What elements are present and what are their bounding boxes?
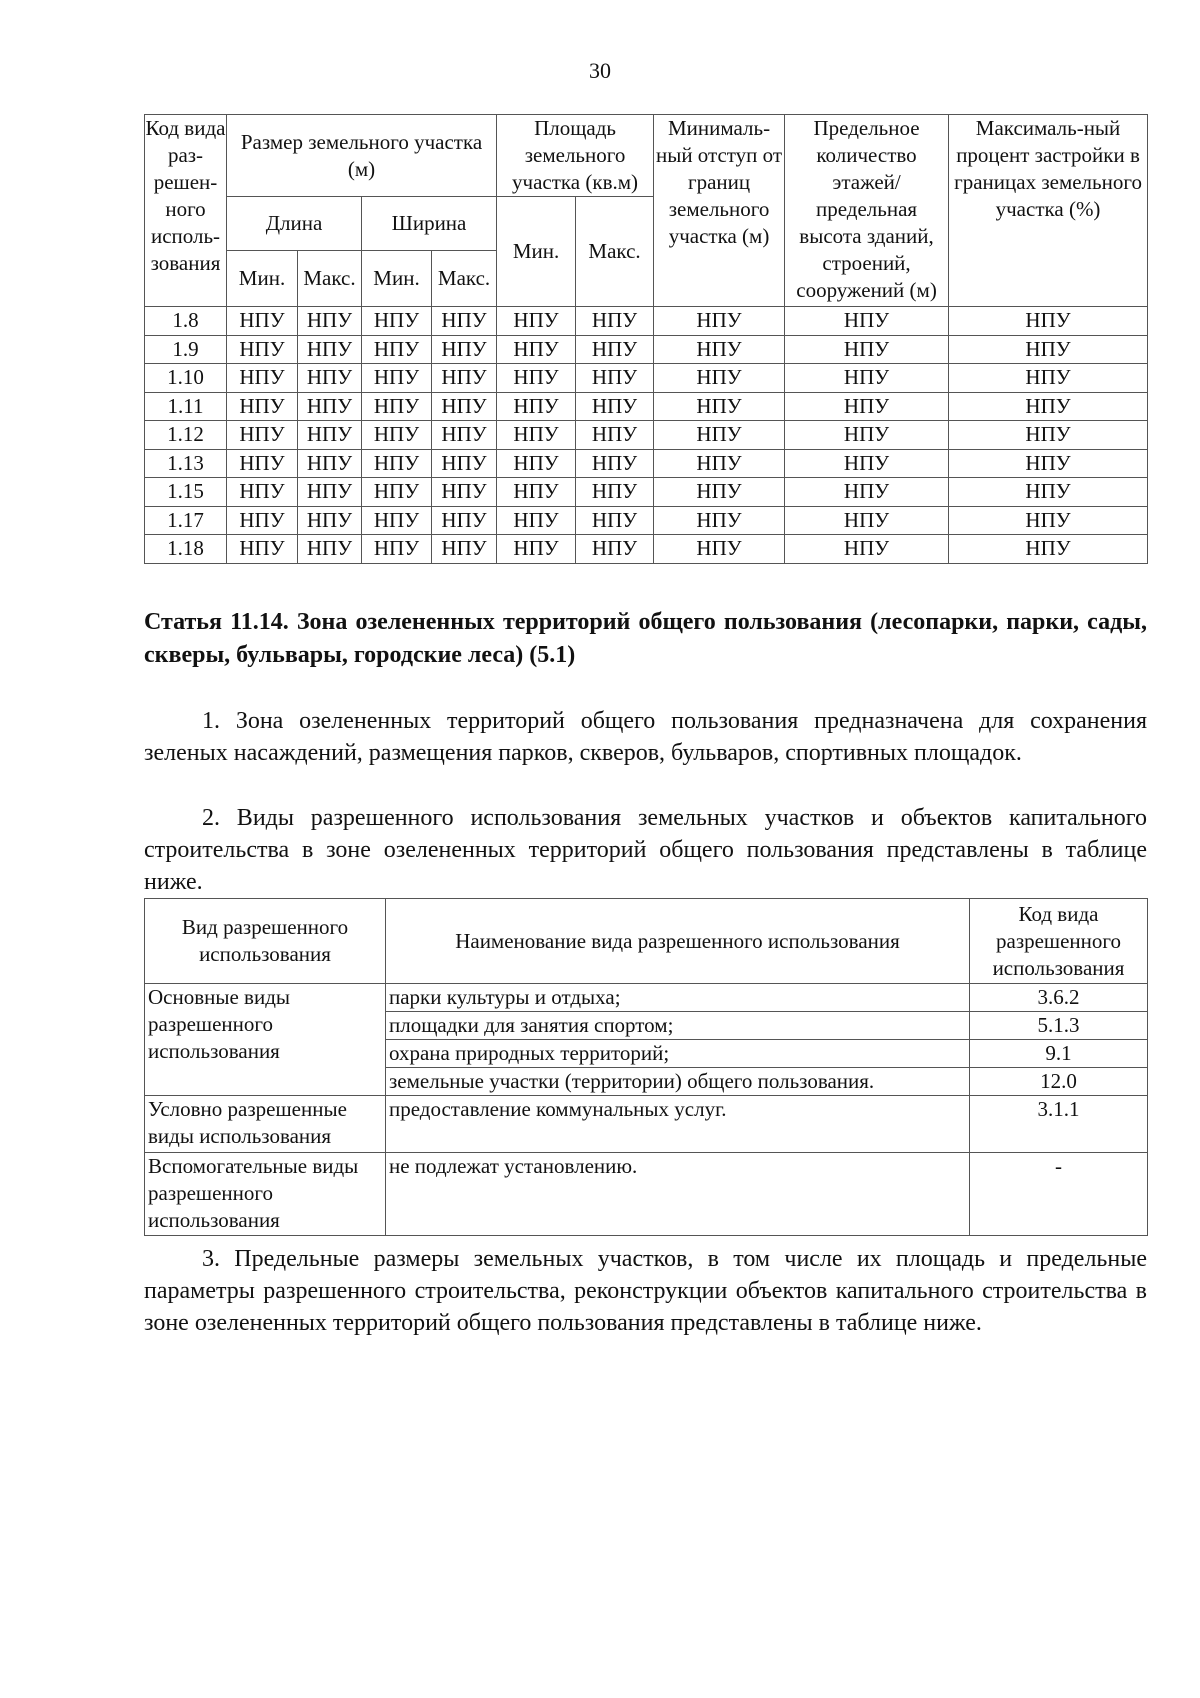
- value-cell: НПУ: [298, 478, 362, 507]
- use-code-cell: 1.18: [145, 535, 227, 564]
- use-code: 9.1: [970, 1040, 1148, 1068]
- value-cell: НПУ: [949, 307, 1148, 336]
- value-cell: НПУ: [497, 449, 576, 478]
- value-cell: НПУ: [497, 478, 576, 507]
- value-cell: НПУ: [432, 335, 497, 364]
- value-cell: НПУ: [785, 392, 949, 421]
- header-use-name: Наименование вида разрешенного использования: [386, 899, 970, 984]
- header-percent: Максималь-ный процент застройки в границах земельного участка (%): [949, 115, 1148, 307]
- value-cell: НПУ: [576, 478, 654, 507]
- value-cell: НПУ: [432, 421, 497, 450]
- use-name: предоставление коммунальных услуг.: [386, 1096, 970, 1153]
- table-row: [145, 421, 1148, 450]
- value-cell: НПУ: [497, 392, 576, 421]
- value-cell: НПУ: [432, 307, 497, 336]
- value-cell: НПУ: [227, 449, 298, 478]
- value-cell: НПУ: [949, 392, 1148, 421]
- value-cell: НПУ: [654, 307, 785, 336]
- value-cell: НПУ: [432, 535, 497, 564]
- use-name: охрана природных территорий;: [386, 1040, 970, 1068]
- header-offset: Минималь-ный отступ от границ земельного участка (м): [654, 115, 785, 307]
- use-code: 12.0: [970, 1068, 1148, 1096]
- value-cell: НПУ: [362, 478, 432, 507]
- value-cell: НПУ: [362, 364, 432, 393]
- value-cell: НПУ: [298, 421, 362, 450]
- paragraph-2: 2. Виды разрешенного использования земельных участков и объектов капитального строительства в зоне озелененных территорий общего пользования представлены в таблице ниже.: [144, 805, 1147, 895]
- value-cell: НПУ: [298, 392, 362, 421]
- use-code-cell: 1.13: [145, 449, 227, 478]
- value-cell: НПУ: [432, 449, 497, 478]
- permitted-use-table: [144, 898, 1148, 1236]
- value-cell: НПУ: [654, 506, 785, 535]
- conditional-uses-label: Условно разрешенные виды использования: [145, 1096, 386, 1153]
- value-cell: НПУ: [362, 449, 432, 478]
- use-name: земельные участки (территории) общего пользования.: [386, 1068, 970, 1096]
- use-code: -: [970, 1153, 1148, 1236]
- header-width-max: Макс.: [432, 251, 497, 307]
- header-use-type: Вид разрешенного использования: [145, 899, 386, 984]
- value-cell: НПУ: [654, 335, 785, 364]
- value-cell: НПУ: [497, 364, 576, 393]
- table-row: [145, 335, 1148, 364]
- use-name: площадки для занятия спортом;: [386, 1012, 970, 1040]
- value-cell: НПУ: [298, 364, 362, 393]
- use-code: 3.1.1: [970, 1096, 1148, 1153]
- value-cell: НПУ: [362, 506, 432, 535]
- value-cell: НПУ: [432, 392, 497, 421]
- value-cell: НПУ: [785, 535, 949, 564]
- value-cell: НПУ: [785, 421, 949, 450]
- value-cell: НПУ: [576, 364, 654, 393]
- header-size: Размер земельного участка (м): [227, 115, 497, 197]
- header-area: Площадь земельного участка (кв.м): [497, 115, 654, 197]
- use-code-cell: 1.12: [145, 421, 227, 450]
- value-cell: НПУ: [654, 449, 785, 478]
- header-area-max: Макс.: [576, 197, 654, 307]
- value-cell: НПУ: [227, 335, 298, 364]
- table-row: [145, 364, 1148, 393]
- table-row: [145, 506, 1148, 535]
- header-length: Длина: [227, 197, 362, 251]
- zone-parameters-table: [144, 114, 1148, 564]
- value-cell: НПУ: [497, 307, 576, 336]
- header-width-min: Мин.: [362, 251, 432, 307]
- main-uses-label: Основные виды разрешенного использования: [145, 984, 386, 1096]
- value-cell: НПУ: [654, 392, 785, 421]
- value-cell: НПУ: [576, 307, 654, 336]
- value-cell: НПУ: [362, 307, 432, 336]
- value-cell: НПУ: [949, 535, 1148, 564]
- value-cell: НПУ: [227, 535, 298, 564]
- value-cell: НПУ: [576, 392, 654, 421]
- table-row: [145, 478, 1148, 507]
- value-cell: НПУ: [785, 307, 949, 336]
- value-cell: НПУ: [949, 506, 1148, 535]
- value-cell: НПУ: [362, 392, 432, 421]
- value-cell: НПУ: [298, 449, 362, 478]
- value-cell: НПУ: [785, 506, 949, 535]
- value-cell: НПУ: [785, 364, 949, 393]
- value-cell: НПУ: [497, 535, 576, 564]
- paragraph-1: 1. Зона озелененных территорий общего пользования предназначена для сохранения зеленых насаждений, размещения парков, скверов, бульваров, спортивных площадок.: [144, 708, 1147, 766]
- value-cell: НПУ: [654, 364, 785, 393]
- value-cell: НПУ: [227, 364, 298, 393]
- value-cell: НПУ: [949, 335, 1148, 364]
- header-use-code: Код вида разрешенного использования: [970, 899, 1148, 984]
- use-code: 3.6.2: [970, 984, 1148, 1012]
- value-cell: НПУ: [298, 307, 362, 336]
- value-cell: НПУ: [785, 449, 949, 478]
- article-heading: Статья 11.14. Зона озелененных территорий общего пользования (лесопарки, парки, сады, скверы, бульвары, городские леса) (5.1): [144, 609, 1147, 668]
- paragraph-3: 3. Предельные размеры земельных участков, в том числе их площадь и предельные параметры разрешенного строительства, реконструкции объектов капитального строительства в зоне озелененных территорий общего пользования представлены в таблице ниже.: [144, 1246, 1147, 1336]
- value-cell: НПУ: [298, 335, 362, 364]
- header-length-max: Макс.: [298, 251, 362, 307]
- use-code-cell: 1.8: [145, 307, 227, 336]
- value-cell: НПУ: [576, 449, 654, 478]
- table-row: [145, 392, 1148, 421]
- value-cell: НПУ: [432, 506, 497, 535]
- use-code-cell: 1.17: [145, 506, 227, 535]
- value-cell: НПУ: [227, 478, 298, 507]
- value-cell: НПУ: [362, 535, 432, 564]
- value-cell: НПУ: [949, 449, 1148, 478]
- table-row: [145, 307, 1148, 336]
- value-cell: НПУ: [362, 335, 432, 364]
- header-length-min: Мин.: [227, 251, 298, 307]
- value-cell: НПУ: [432, 478, 497, 507]
- value-cell: НПУ: [227, 392, 298, 421]
- value-cell: НПУ: [362, 421, 432, 450]
- value-cell: НПУ: [497, 335, 576, 364]
- table-row: [145, 449, 1148, 478]
- value-cell: НПУ: [949, 478, 1148, 507]
- header-width: Ширина: [362, 197, 497, 251]
- value-cell: НПУ: [949, 364, 1148, 393]
- header-code: Код вида раз-решен-ного исполь-зования: [145, 115, 227, 307]
- use-code-cell: 1.9: [145, 335, 227, 364]
- value-cell: НПУ: [576, 335, 654, 364]
- value-cell: НПУ: [227, 506, 298, 535]
- value-cell: НПУ: [949, 421, 1148, 450]
- header-area-min: Мин.: [497, 197, 576, 307]
- value-cell: НПУ: [227, 421, 298, 450]
- value-cell: НПУ: [785, 478, 949, 507]
- use-code-cell: 1.11: [145, 392, 227, 421]
- value-cell: НПУ: [432, 364, 497, 393]
- table-row: [145, 535, 1148, 564]
- value-cell: НПУ: [654, 478, 785, 507]
- use-code-cell: 1.15: [145, 478, 227, 507]
- value-cell: НПУ: [298, 506, 362, 535]
- use-code-cell: 1.10: [145, 364, 227, 393]
- value-cell: НПУ: [497, 506, 576, 535]
- value-cell: НПУ: [227, 307, 298, 336]
- page-number: 30: [589, 58, 611, 83]
- use-name: парки культуры и отдыха;: [386, 984, 970, 1012]
- auxiliary-uses-label: Вспомогательные виды разрешенного использования: [145, 1153, 386, 1236]
- value-cell: НПУ: [497, 421, 576, 450]
- value-cell: НПУ: [576, 506, 654, 535]
- value-cell: НПУ: [298, 535, 362, 564]
- use-code: 5.1.3: [970, 1012, 1148, 1040]
- value-cell: НПУ: [785, 335, 949, 364]
- value-cell: НПУ: [654, 421, 785, 450]
- value-cell: НПУ: [576, 535, 654, 564]
- header-floors: Предельное количество этажей/ предельная высота зданий, строений, сооружений (м): [785, 115, 949, 307]
- value-cell: НПУ: [654, 535, 785, 564]
- value-cell: НПУ: [576, 421, 654, 450]
- use-name: не подлежат установлению.: [386, 1153, 970, 1236]
